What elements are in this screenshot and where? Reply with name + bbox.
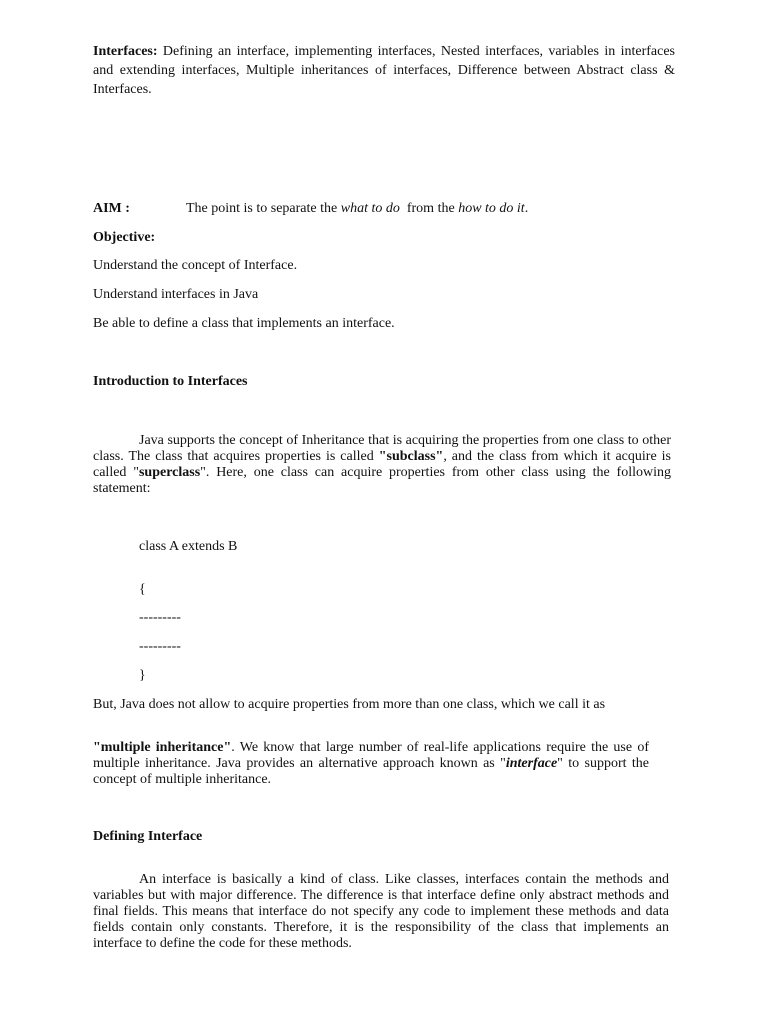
after-code-text: But, Java does not allow to acquire properties from more than one class, which we call it as: [93, 697, 606, 712]
code-line: {: [139, 582, 146, 597]
header-text: Defining an interface, implementing interfaces, Nested interfaces, variables in interfaces and extending interfaces, Multiple inheritances of interfaces, Difference between Abstract class & Interfaces.: [93, 44, 675, 97]
objective-item: Understand interfaces in Java: [93, 287, 259, 302]
code-line: class A extends B: [139, 539, 238, 554]
multi-text-a: . We know that large number of real-life applications require the use of multiple inheritance. Java provides an alternative approach known as ": [93, 740, 650, 771]
intro-bold-superclass: superclass: [138, 465, 201, 480]
aim-label: AIM :: [93, 201, 130, 216]
intro-text-b: , and the class from which it acquire is called ": [93, 449, 671, 480]
header-paragraph: [93, 42, 675, 99]
objective-item: Understand the concept of Interface.: [93, 258, 298, 273]
defining-paragraph: An interface is basically a kind of class. Like classes, interfaces contain the methods and variables but with major difference. The difference is that interface define only abstract methods and final fields. This means that interface do not specify any code to implement these methods and data fields contain only constants. Therefore, it is the responsibility of the class that implements an interface to define the code for these methods.: [93, 872, 669, 951]
aim-italic-a: what to do: [340, 201, 400, 216]
multi-text-b: " to support the concept of multiple inheritance.: [93, 756, 649, 787]
intro-bold-subclass: "subclass": [378, 449, 444, 464]
aim-italic-b: how to do it: [458, 201, 525, 216]
objective-item: Be able to define a class that implements an interface.: [93, 316, 395, 331]
intro-text-c: ". Here, one class can acquire properties from other class using the following statement:: [93, 465, 671, 496]
objective-heading: Objective:: [93, 230, 156, 245]
defining-heading: Defining Interface: [93, 829, 203, 844]
code-line: }: [139, 668, 146, 683]
code-line: ---------: [139, 610, 181, 625]
header-label: Interfaces:: [93, 44, 158, 59]
aim-text-c: .: [524, 201, 529, 216]
intro-heading: Introduction to Interfaces: [93, 374, 248, 389]
aim-text-a: The point is to separate the: [186, 201, 341, 216]
aim-text-b: from the: [399, 201, 459, 216]
multi-interface-term: interface: [505, 756, 558, 771]
intro-text-a: Java supports the concept of Inheritance that is acquiring the properties from one class to other class. The class that acquires properties is called: [93, 433, 671, 464]
multi-paragraph: [93, 740, 649, 788]
intro-paragraph: [93, 433, 671, 497]
multi-bold: "multiple inheritance": [93, 740, 232, 755]
code-line: ---------: [139, 639, 181, 654]
aim-text: [186, 201, 528, 217]
